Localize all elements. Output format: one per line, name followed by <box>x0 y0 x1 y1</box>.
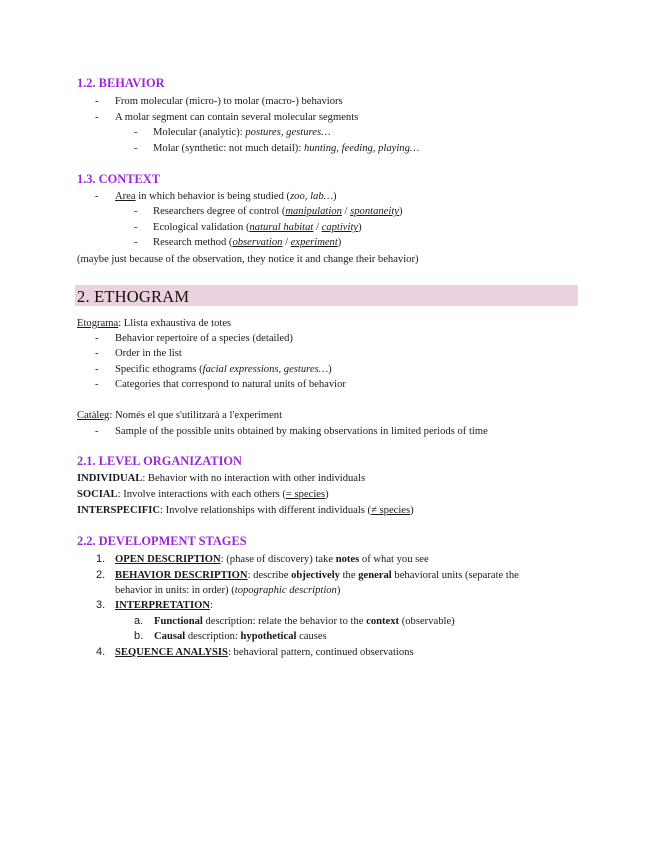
bullet-dash: - <box>95 333 99 344</box>
bullet-dash: - <box>95 426 99 437</box>
list-item: A molar segment can contain several molecular segments <box>115 112 359 123</box>
list-item: Research method (observation / experiment) <box>153 237 342 248</box>
list-number: 4. <box>96 646 106 658</box>
section-heading-level-organization: 2.1. LEVEL ORGANIZATION <box>77 454 243 468</box>
list-item: Molecular (analytic): postures, gestures… <box>153 127 331 138</box>
list-item: Molar (synthetic: not much detail): hunting, feeding, playing… <box>153 143 420 154</box>
definition-line: Etograma: Llista exhaustiva de totes <box>77 318 232 329</box>
level-row-individual: INDIVIDUAL: Behavior with no interaction with other individuals <box>77 473 366 484</box>
stage-item-continued: behavior in units: in order) (topographic description) <box>115 585 341 596</box>
list-number: 1. <box>96 553 106 565</box>
list-item: Ecological validation (natural habitat / captivity) <box>153 222 362 233</box>
list-item: Behavior repertoire of a species (detailed) <box>115 333 293 344</box>
bullet-dash: - <box>95 364 99 375</box>
stage-item: OPEN DESCRIPTION: (phase of discovery) take notes of what you see <box>115 554 429 565</box>
stage-item: BEHAVIOR DESCRIPTION: describe objectively the general behavioral units (separate the <box>115 570 519 581</box>
list-item: Sample of the possible units obtained by making observations in limited periods of time <box>115 426 488 437</box>
stage-item: SEQUENCE ANALYSIS: behavioral pattern, continued observations <box>115 647 414 658</box>
section-heading-development-stages: 2.2. DEVELOPMENT STAGES <box>77 534 247 548</box>
bullet-dash: - <box>95 96 99 107</box>
list-number: 3. <box>96 599 106 611</box>
bullet-dash: - <box>134 206 138 217</box>
list-item: From molecular (micro-) to molar (macro-) behaviors <box>115 96 343 107</box>
definition-line: Catàleg: Només el que s'utilitzarà a l'experiment <box>77 410 283 421</box>
stage-item: INTERPRETATION: <box>115 600 213 611</box>
section-heading-behavior: 1.2. BEHAVIOR <box>77 76 165 90</box>
list-letter: a. <box>134 615 144 627</box>
stage-subitem: Causal description: hypothetical causes <box>154 631 327 642</box>
stage-subitem: Functional description: relate the behavior to the context (observable) <box>154 616 455 627</box>
note-text: (maybe just because of the observation, they notice it and change their behavior) <box>77 254 419 265</box>
bullet-dash: - <box>134 222 138 233</box>
section-heading-ethogram: 2. ETHOGRAM <box>77 287 190 306</box>
list-item: Specific ethograms (facial expressions, gestures…) <box>115 364 332 375</box>
list-letter: b. <box>134 630 144 642</box>
list-item: Researchers degree of control (manipulation / spontaneity) <box>153 206 403 217</box>
bullet-dash: - <box>95 191 99 202</box>
level-row-interspecific: INTERSPECIFIC: Involve relationships with different individuals (≠ species) <box>77 505 414 516</box>
bullet-dash: - <box>95 379 99 390</box>
list-item: Order in the list <box>115 348 182 359</box>
bullet-dash: - <box>95 348 99 359</box>
bullet-dash: - <box>134 127 138 138</box>
section-heading-context: 1.3. CONTEXT <box>77 172 160 186</box>
bullet-dash: - <box>134 143 138 154</box>
list-item: Categories that correspond to natural units of behavior <box>115 379 346 390</box>
bullet-dash: - <box>134 237 138 248</box>
list-item: Area in which behavior is being studied (zoo, lab…) <box>115 191 337 202</box>
level-row-social: SOCIAL: Involve interactions with each others (= species) <box>77 489 329 500</box>
bullet-dash: - <box>95 112 99 123</box>
list-number: 2. <box>96 569 106 581</box>
